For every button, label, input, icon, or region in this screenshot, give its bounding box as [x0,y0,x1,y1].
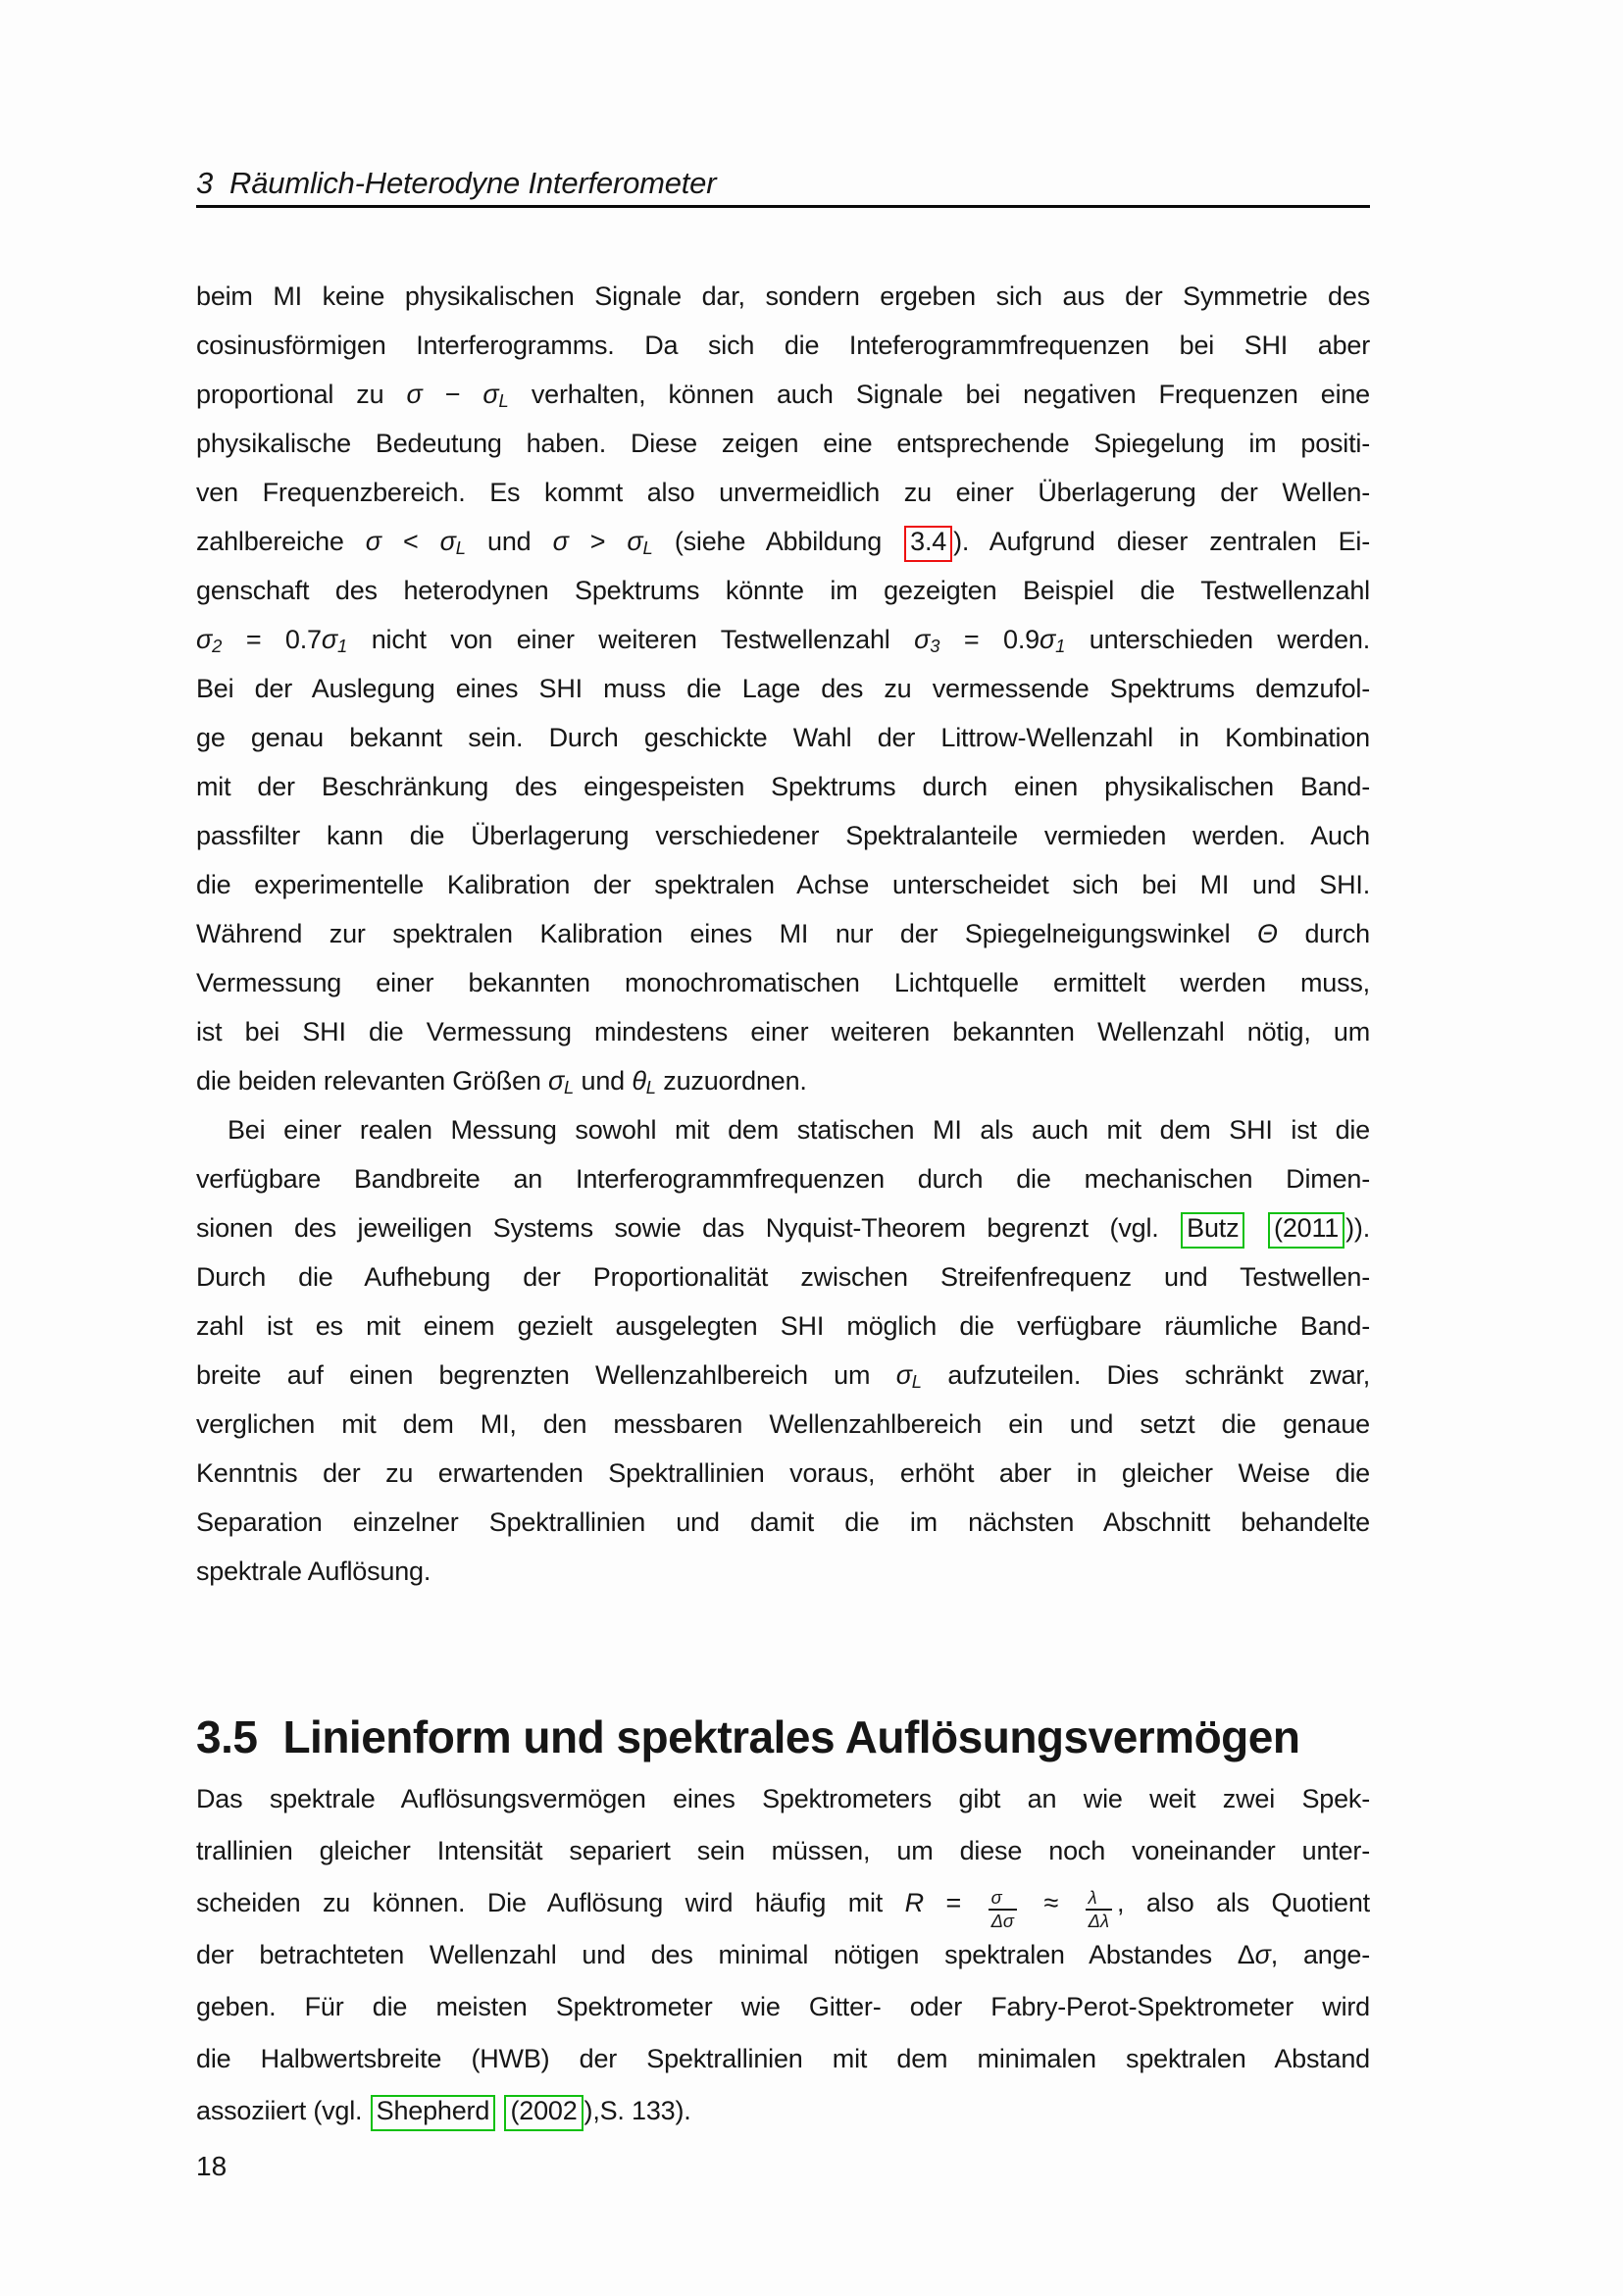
text-run: Vermessung einer bekannten monochromatischen Lichtquelle ermittelt werden muss, [196,968,1370,997]
text-line [196,762,1370,811]
body-text-block-1 [196,272,1370,1596]
text-run [496,2096,503,2125]
text-line [196,811,1370,860]
text-run: Bei einer realen Messung sowohl mit dem statischen MI als auch mit dem SHI ist die [228,1115,1370,1145]
text-run: und [574,1066,633,1096]
text-run: Das spektrale Auflösungsvermögen eines Spektrometers gibt an wie weit zwei Spek- [196,1784,1370,1813]
text-run: spektrale Auflösung. [196,1556,431,1586]
math-subscript: 3 [930,636,940,657]
text-line [196,1056,1370,1105]
text-run: proportional zu [196,380,407,409]
citation-link[interactable]: (2011 [1268,1212,1344,1249]
chapter-title: Räumlich-Heterodyne Interferometer [229,166,717,200]
text-line [196,909,1370,958]
text-line [196,615,1370,664]
citation-link[interactable]: Butz [1181,1212,1244,1249]
text-run: unterschieden werden. [1065,625,1371,654]
text-line [196,958,1370,1007]
text-run: )). [1345,1213,1370,1243]
text-run: , also als Quotient [1117,1888,1370,1917]
text-line [196,1301,1370,1351]
text-run: beim MI keine physikalischen Signale dar, sondern ergeben sich aus der Symmetrie des [196,281,1370,311]
text-run: assoziiert (vgl. [196,2096,370,2125]
text-run: ≈ [1021,1888,1081,1917]
text-line [196,1154,1370,1203]
text-line [196,1547,1370,1596]
text-line [196,860,1370,909]
text-run: ven Frequenzbereich. Es kommt also unvermeidlich zu einer Überlagerung der Wellen- [196,478,1370,507]
text-run: (siehe Abbildung [652,527,904,556]
math-symbol: σ [365,527,381,556]
text-line [196,468,1370,517]
math-subscript: L [911,1371,923,1393]
math-subscript: 2 [212,636,223,657]
text-line [196,2033,1370,2085]
inline-fraction [989,1887,1017,1930]
text-run: ge genau bekannt sein. Durch geschickte Wahl der Littrow-Wellenzahl in Kombination [196,723,1370,752]
text-run: ). Aufgrund dieser zentralen Ei- [953,527,1371,556]
text-run: < [380,527,440,556]
fraction-denominator: Δσ [989,1909,1017,1931]
math-symbol: σ [321,625,337,654]
text-run: verfügbare Bandbreite an Interferogrammfrequenzen durch die mechanischen Dimen- [196,1164,1370,1194]
text-line [196,713,1370,762]
math-subscript: L [455,537,466,559]
math-symbol: σ [627,527,643,556]
math-subscript: L [645,1077,656,1098]
text-line [196,1981,1370,2033]
text-line [196,1929,1370,1981]
text-line [196,1203,1370,1252]
math-subscript: L [498,390,509,412]
text-run: zahl ist es mit einem gezielt ausgelegten SHI möglich die verfügbare räumliche Band- [196,1311,1370,1341]
text-line [196,517,1370,566]
running-header [196,167,1370,200]
text-run: sionen des jeweiligen Systems sowie das Nyquist-Theorem begrenzt (vgl. [196,1213,1181,1243]
text-line [196,1773,1370,1825]
text-run: > [568,527,628,556]
header-rule [196,205,1370,208]
text-line [196,1007,1370,1056]
chapter-number: 3 [196,166,214,200]
text-run: die Halbwertsbreite (HWB) der Spektrallinien mit dem minimalen spektralen Abstand [196,2044,1370,2073]
text-run: = 0.7 [222,625,322,654]
math-subscript: 1 [1055,636,1066,657]
text-run: breite auf einen begrenzten Wellenzahlbereich um [196,1360,896,1390]
section-title: Linienform und spektrales Auflösungsvermögen [282,1711,1300,1763]
text-run: aufzuteilen. Dies schränkt zwar, [922,1360,1370,1390]
text-line [196,1498,1370,1547]
section-heading [196,1709,1370,1764]
math-symbol: σ [1039,625,1056,654]
text-line [196,1351,1370,1400]
text-line [196,272,1370,321]
text-run: verhalten, können auch Signale bei negativen Frequenzen eine [508,380,1371,409]
inline-fraction [1086,1887,1112,1930]
text-run: Bei der Auslegung eines SHI muss die Lage des zu vermessende Spektrums demzufol- [196,674,1370,703]
text-line [196,2085,1370,2137]
math-symbol: σ [196,625,213,654]
text-run: Während zur spektralen Kalibration eines MI nur der Spiegelneigungswinkel [196,919,1258,948]
math-symbol: σ [552,527,569,556]
text-line [196,664,1370,713]
text-run: scheiden zu können. Die Auflösung wird häufig mit [196,1888,905,1917]
fraction-numerator: λ [1088,1887,1097,1909]
math-symbol: σ [439,527,456,556]
fraction-denominator: Δλ [1086,1909,1112,1931]
math-symbol: σ [406,380,423,409]
math-symbol: σ [914,625,931,654]
text-line [196,1105,1370,1154]
section-number: 3.5 [196,1711,258,1763]
body-text-block-2 [196,1773,1370,2137]
text-line [196,1449,1370,1498]
text-run: cosinusförmigen Interferogramms. Da sich die Inteferogrammfrequenzen bei SHI aber [196,331,1370,360]
text-run: durch [1277,919,1370,948]
text-run: die experimentelle Kalibration der spektralen Achse unterscheidet sich bei MI und SHI. [196,870,1370,899]
page-number: 18 [196,2151,228,2181]
math-symbol: σ [547,1066,565,1096]
text-run: genschaft des heterodynen Spektrums könnte im gezeigten Beispiel die Testwellenzahl [196,576,1370,605]
text-line [196,1825,1370,1877]
citation-link[interactable]: (2002 [504,2095,583,2131]
text-run: nicht von einer weiteren Testwellenzahl [347,625,915,654]
text-line [196,321,1370,370]
text-run: Separation einzelner Spektrallinien und damit die im nächsten Abschnitt behandelte [196,1507,1370,1537]
math-subscript: 1 [336,636,348,657]
math-subscript: L [564,1077,575,1098]
text-run: trallinien gleicher Intensität separiert sein müssen, um diese noch voneinander unter- [196,1836,1370,1865]
math-symbol: σ [895,1360,912,1390]
text-run: passfilter kann die Überlagerung verschiedener Spektralanteile vermieden werden. Auch [196,821,1370,850]
math-symbol: σ [482,380,499,409]
figure-ref-link[interactable]: 3.4 [904,526,952,562]
text-run: − [422,380,483,409]
text-run: physikalische Bedeutung haben. Diese zeigen eine entsprechende Spiegelung im positi- [196,429,1370,458]
citation-link[interactable]: Shepherd [371,2095,496,2131]
text-run: = 0.9 [939,625,1040,654]
text-run: , ange- [1270,1940,1371,1969]
math-symbol: R [904,1888,924,1917]
text-run: Durch die Aufhebung der Proportionalität zwischen Streifenfrequenz und Testwellen- [196,1262,1370,1292]
text-run: geben. Für die meisten Spektrometer wie Gitter- oder Fabry-Perot-Spektrometer wird [196,1992,1370,2021]
math-symbol: θ [632,1066,646,1096]
text-run: zuzuordnen. [655,1066,807,1096]
text-line [196,566,1370,615]
math-symbol: Θ [1257,919,1278,948]
text-run: mit der Beschränkung des eingespeisten Spektrums durch einen physikalischen Band- [196,772,1370,801]
text-line [196,1877,1370,1929]
text-run: und [465,527,553,556]
text-line [196,1400,1370,1449]
text-run: der betrachteten Wellenzahl und des minimal nötigen spektralen Abstandes Δ [196,1940,1255,1969]
math-symbol: σ [1254,1940,1271,1969]
text-line [196,419,1370,468]
text-run: = [923,1888,984,1917]
text-run: Kenntnis der zu erwartenden Spektrallinien voraus, erhöht aber in gleicher Weise die [196,1458,1370,1488]
math-subscript: L [642,537,653,559]
text-run: ist bei SHI die Vermessung mindestens einer weiteren bekannten Wellenzahl nötig, um [196,1017,1370,1046]
text-run: zahlbereiche [196,527,366,556]
text-run: ),S. 133). [583,2096,691,2125]
fraction-numerator: σ [990,1887,1002,1909]
text-run: die beiden relevanten Größen [196,1066,548,1096]
text-run [1245,1213,1267,1243]
text-run: verglichen mit dem MI, den messbaren Wellenzahlbereich ein und setzt die genaue [196,1409,1370,1439]
text-line [196,1252,1370,1301]
text-line [196,370,1370,419]
